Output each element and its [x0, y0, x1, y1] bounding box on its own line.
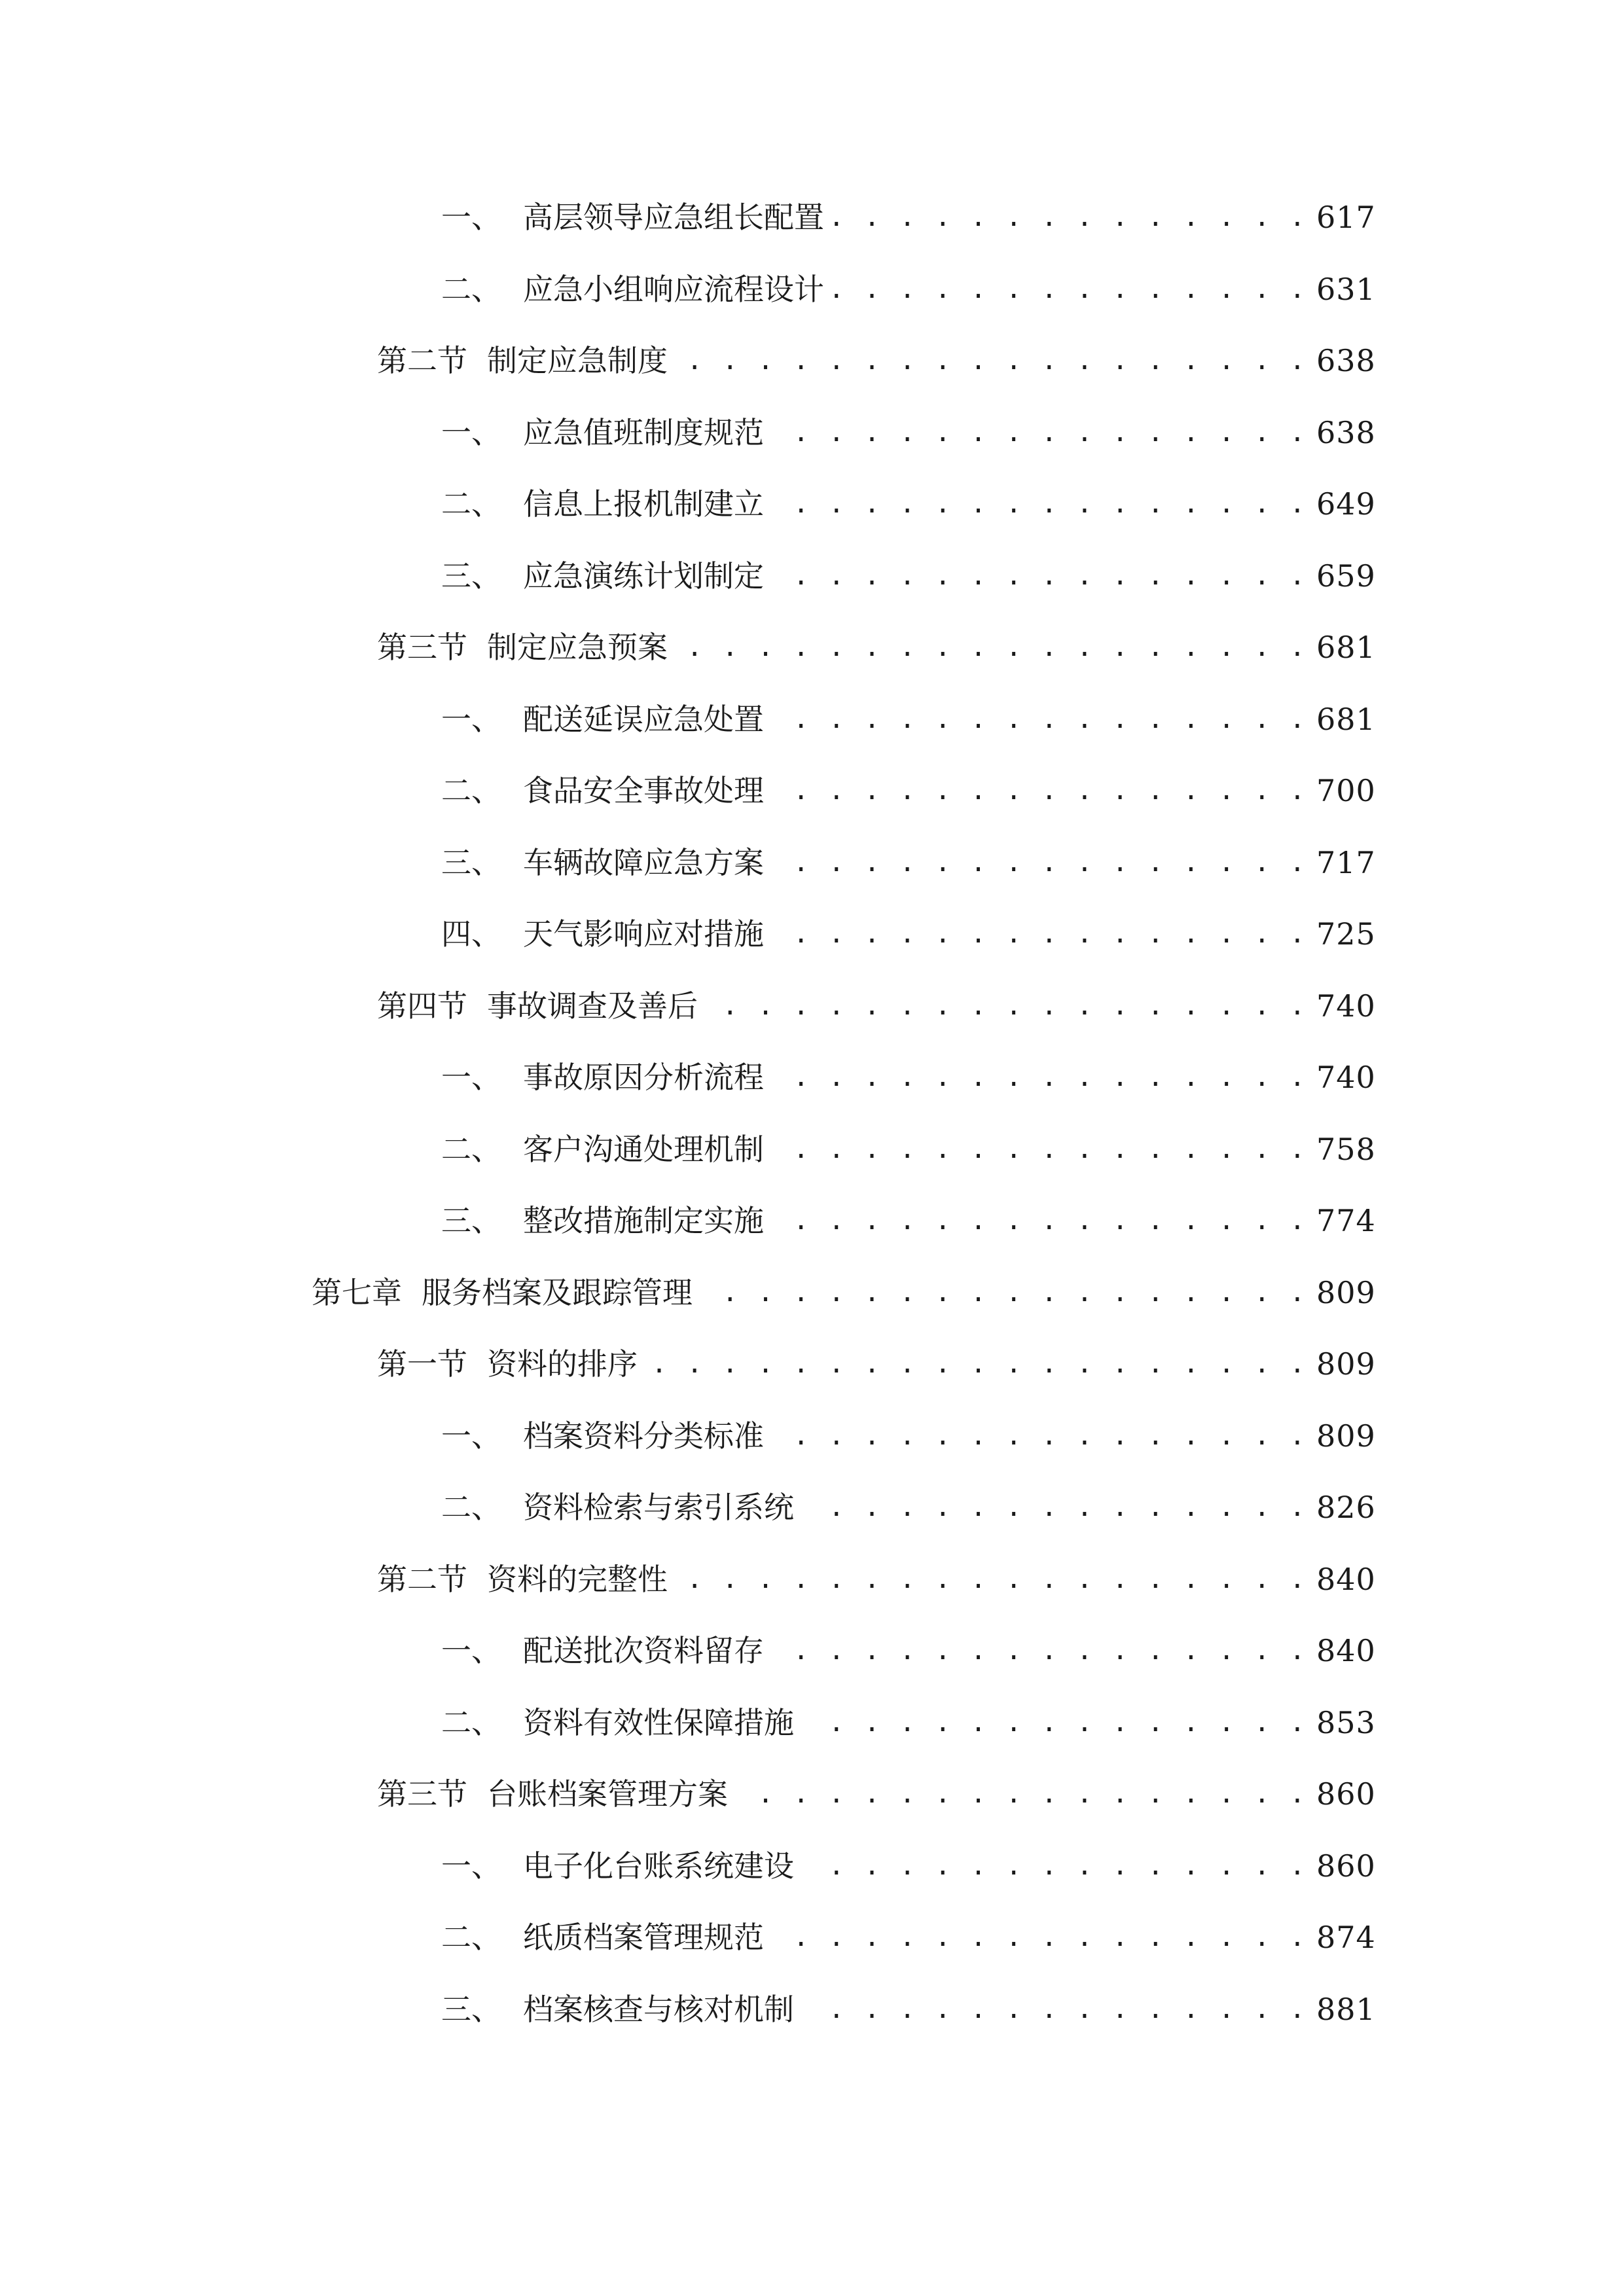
toc-entry-page: 631 [1316, 272, 1376, 307]
toc-entry-number: 四、 [441, 916, 501, 952]
toc-entry-page: 700 [1316, 773, 1376, 808]
toc-entry[interactable] [441, 1126, 1375, 1172]
toc-entry-page: 840 [1316, 1562, 1376, 1597]
toc-entry-title: 资料的排序 [487, 1346, 638, 1382]
toc-entry-number: 第二节 [377, 1562, 467, 1597]
toc-entry[interactable] [441, 410, 1375, 456]
toc-entry-title: 应急值班制度规范 [523, 415, 764, 450]
dot-leader [773, 840, 1307, 886]
toc-entry-number: 第四节 [377, 988, 467, 1024]
dot-leader [773, 911, 1307, 957]
dot-leader [773, 481, 1307, 527]
dot-leader [803, 1986, 1307, 2032]
toc-entry-title: 车辆故障应急方案 [523, 845, 764, 880]
dot-leader [677, 338, 1307, 384]
toc-entry-number: 一、 [441, 702, 501, 737]
toc-entry-number: 二、 [441, 1490, 501, 1525]
toc-entry[interactable] [441, 768, 1375, 814]
toc-entry-page: 638 [1316, 415, 1376, 450]
dot-leader [677, 624, 1307, 670]
toc-entry-number: 二、 [441, 773, 501, 808]
toc-entry-page: 860 [1316, 1848, 1376, 1884]
toc-entry-page: 853 [1316, 1705, 1376, 1740]
toc-entry-number: 二、 [441, 1705, 501, 1740]
dot-leader [833, 266, 1307, 312]
toc-entry-page: 681 [1316, 702, 1376, 737]
toc-entry-number: 一、 [441, 1848, 501, 1884]
toc-entry[interactable] [441, 481, 1375, 527]
dot-leader [773, 1054, 1307, 1100]
toc-entry-number: 二、 [441, 486, 501, 522]
toc-entry-title: 制定应急预案 [487, 630, 668, 665]
toc-entry-page: 717 [1316, 845, 1376, 880]
toc-entry-page: 809 [1316, 1346, 1376, 1382]
toc-entry-title: 配送批次资料留存 [523, 1633, 764, 1668]
dot-leader [803, 1484, 1307, 1530]
toc-entry-number: 一、 [441, 1060, 501, 1095]
toc-entry-title: 制定应急制度 [487, 343, 668, 378]
toc-entry-title: 档案资料分类标准 [523, 1418, 764, 1454]
toc-entry[interactable] [441, 1198, 1375, 1244]
dot-leader [773, 1198, 1307, 1244]
toc-entry-page: 740 [1316, 988, 1376, 1024]
dot-leader [773, 1628, 1307, 1674]
dot-leader [707, 983, 1307, 1029]
toc-entry-number: 第七章 [312, 1275, 402, 1310]
toc-entry-title: 资料检索与索引系统 [523, 1490, 794, 1525]
toc-entry-page: 874 [1316, 1920, 1376, 1955]
toc-entry-number: 三、 [441, 1992, 501, 2027]
toc-entry[interactable] [441, 1986, 1375, 2032]
toc-entry[interactable] [377, 1556, 1375, 1602]
toc-entry[interactable] [377, 338, 1375, 384]
toc-entry-number: 第三节 [377, 1776, 467, 1812]
toc-entry[interactable] [312, 1270, 1375, 1316]
toc-entry[interactable] [441, 911, 1375, 957]
dot-leader [647, 1341, 1307, 1387]
toc-entry-number: 一、 [441, 200, 501, 235]
dot-leader [773, 696, 1307, 742]
toc-entry-title: 资料的完整性 [487, 1562, 668, 1597]
toc-entry[interactable] [377, 983, 1375, 1029]
toc-entry-number: 二、 [441, 1920, 501, 1955]
toc-entry-page: 809 [1316, 1275, 1376, 1310]
toc-entry-title: 电子化台账系统建设 [523, 1848, 794, 1884]
dot-leader [773, 553, 1307, 599]
toc-entry-title: 高层领导应急组长配置 [523, 200, 824, 235]
toc-entry-number: 三、 [441, 845, 501, 880]
dot-leader [773, 1413, 1307, 1459]
toc-entry[interactable] [441, 1843, 1375, 1889]
toc-entry-page: 740 [1316, 1060, 1376, 1095]
toc-entry[interactable] [441, 1700, 1375, 1746]
toc-entry[interactable] [441, 1484, 1375, 1530]
dot-leader [773, 768, 1307, 814]
toc-entry-page: 638 [1316, 343, 1376, 378]
toc-entry[interactable] [441, 553, 1375, 599]
toc-entry-page: 659 [1316, 558, 1376, 594]
dot-leader [773, 1914, 1307, 1960]
toc-entry[interactable] [441, 1628, 1375, 1674]
toc-entry[interactable] [441, 194, 1375, 240]
toc-entry-title: 事故原因分析流程 [523, 1060, 764, 1095]
toc-entry-number: 第一节 [377, 1346, 467, 1382]
toc-entry-title: 整改措施制定实施 [523, 1203, 764, 1238]
dot-leader [803, 1843, 1307, 1889]
dot-leader [737, 1771, 1307, 1817]
toc-entry-title: 天气影响应对措施 [523, 916, 764, 952]
toc-entry-page: 860 [1316, 1776, 1376, 1812]
toc-entry-number: 二、 [441, 1132, 501, 1167]
toc-entry[interactable] [441, 840, 1375, 886]
toc-entry-title: 信息上报机制建立 [523, 486, 764, 522]
toc-entry-page: 840 [1316, 1633, 1376, 1668]
toc-entry-number: 一、 [441, 415, 501, 450]
toc-entry-number: 第二节 [377, 343, 467, 378]
toc-entry[interactable] [377, 624, 1375, 670]
toc-entry[interactable] [377, 1341, 1375, 1387]
toc-entry-page: 725 [1316, 916, 1376, 952]
toc-entry-page: 758 [1316, 1132, 1376, 1167]
toc-entry-title: 应急小组响应流程设计 [523, 272, 824, 307]
toc-entry-number: 一、 [441, 1418, 501, 1454]
dot-leader [833, 194, 1307, 240]
dot-leader [702, 1270, 1307, 1316]
toc-entry-title: 服务档案及跟踪管理 [422, 1275, 693, 1310]
toc-entry-number: 一、 [441, 1633, 501, 1668]
toc-entry-title: 事故调查及善后 [487, 988, 698, 1024]
toc-entry-title: 档案核查与核对机制 [523, 1992, 794, 2027]
toc-entry[interactable] [441, 1914, 1375, 1960]
toc-entry[interactable] [377, 1771, 1375, 1817]
toc-entry-page: 881 [1316, 1992, 1376, 2027]
dot-leader [773, 1126, 1307, 1172]
toc-entry-title: 纸质档案管理规范 [523, 1920, 764, 1955]
toc-entry-page: 681 [1316, 630, 1376, 665]
toc-entry-page: 774 [1316, 1203, 1376, 1238]
toc-entry-title: 食品安全事故处理 [523, 773, 764, 808]
toc-entry-title: 客户沟通处理机制 [523, 1132, 764, 1167]
toc-entry-number: 三、 [441, 558, 501, 594]
toc-entry-number: 第三节 [377, 630, 467, 665]
toc-entry[interactable] [441, 1413, 1375, 1459]
toc-entry-page: 809 [1316, 1418, 1376, 1454]
toc-entry-number: 三、 [441, 1203, 501, 1238]
dot-leader [773, 410, 1307, 456]
toc-entry-page: 617 [1316, 200, 1376, 235]
toc-entry-title: 台账档案管理方案 [487, 1776, 728, 1812]
toc-entry-number: 二、 [441, 272, 501, 307]
dot-leader [803, 1700, 1307, 1746]
toc-entry[interactable] [441, 696, 1375, 742]
dot-leader [677, 1556, 1307, 1602]
toc-entry[interactable] [441, 266, 1375, 312]
toc-entry-page: 649 [1316, 486, 1376, 522]
toc-entry[interactable] [441, 1054, 1375, 1100]
toc-entry-title: 配送延误应急处置 [523, 702, 764, 737]
toc-entry-title: 资料有效性保障措施 [523, 1705, 794, 1740]
toc-entry-title: 应急演练计划制定 [523, 558, 764, 594]
toc-entry-page: 826 [1316, 1490, 1376, 1525]
